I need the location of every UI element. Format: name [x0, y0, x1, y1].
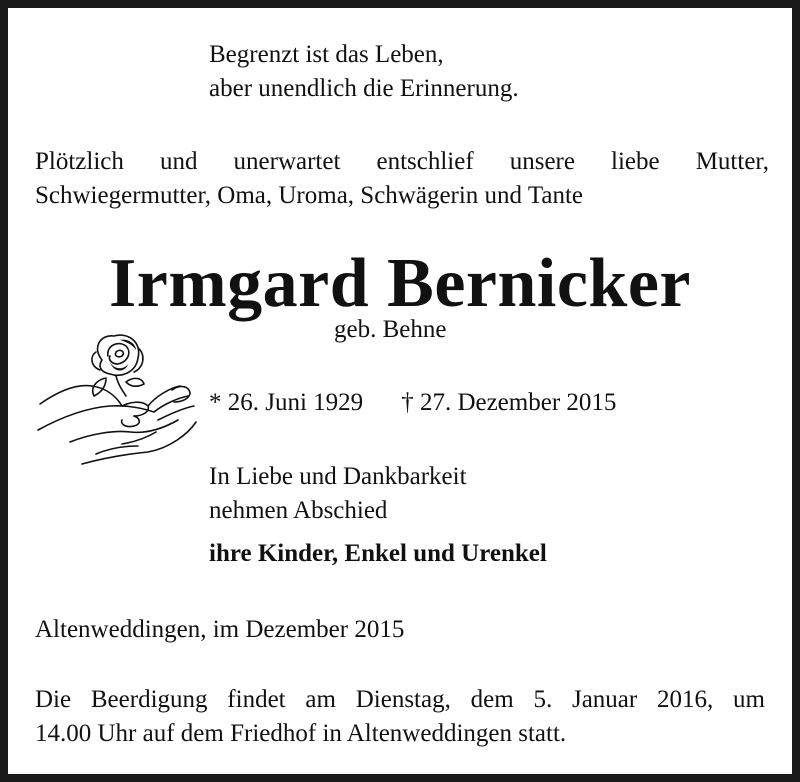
mourners-signature: ihre Kinder, Enkel und Urenkel — [209, 540, 547, 567]
deceased-name: Irmgard Bernicker — [109, 245, 691, 322]
place-and-date: Altenweddingen, im Dezember 2015 — [35, 616, 405, 643]
quote-line-1: Begrenzt ist das Leben, — [209, 41, 444, 68]
farewell-line-1: In Liebe und Dankbarkeit — [209, 463, 467, 490]
announcement-line-2: Schwiegermutter, Oma, Uroma, Schwägerin und Tante — [35, 182, 584, 209]
obituary-notice — [8, 8, 792, 774]
farewell-line-2: nehmen Abschied — [209, 497, 388, 524]
maiden-name: geb. Behne — [334, 316, 447, 343]
birth-date: * 26. Juni 1929 — [209, 389, 364, 416]
quote-line-2: aber unendlich die Erinnerung. — [209, 75, 519, 102]
funeral-line-2: 14.00 Uhr auf dem Friedhof in Altenweddingen statt. — [35, 720, 567, 747]
death-date: † 27. Dezember 2015 — [401, 389, 617, 416]
funeral-line-1: Die Beerdigung findet am Dienstag, dem 5. Januar 2016, um — [35, 686, 765, 713]
farewell-text — [209, 460, 467, 528]
life-dates — [209, 386, 616, 420]
announcement-line-1: Plötzlich und unerwartet entschlief unsere liebe Mutter, — [35, 148, 769, 175]
memorial-quote — [209, 38, 519, 106]
hands-holding-rose-icon — [30, 326, 202, 468]
funeral-announcement — [35, 683, 765, 751]
announcement-text — [35, 145, 769, 213]
